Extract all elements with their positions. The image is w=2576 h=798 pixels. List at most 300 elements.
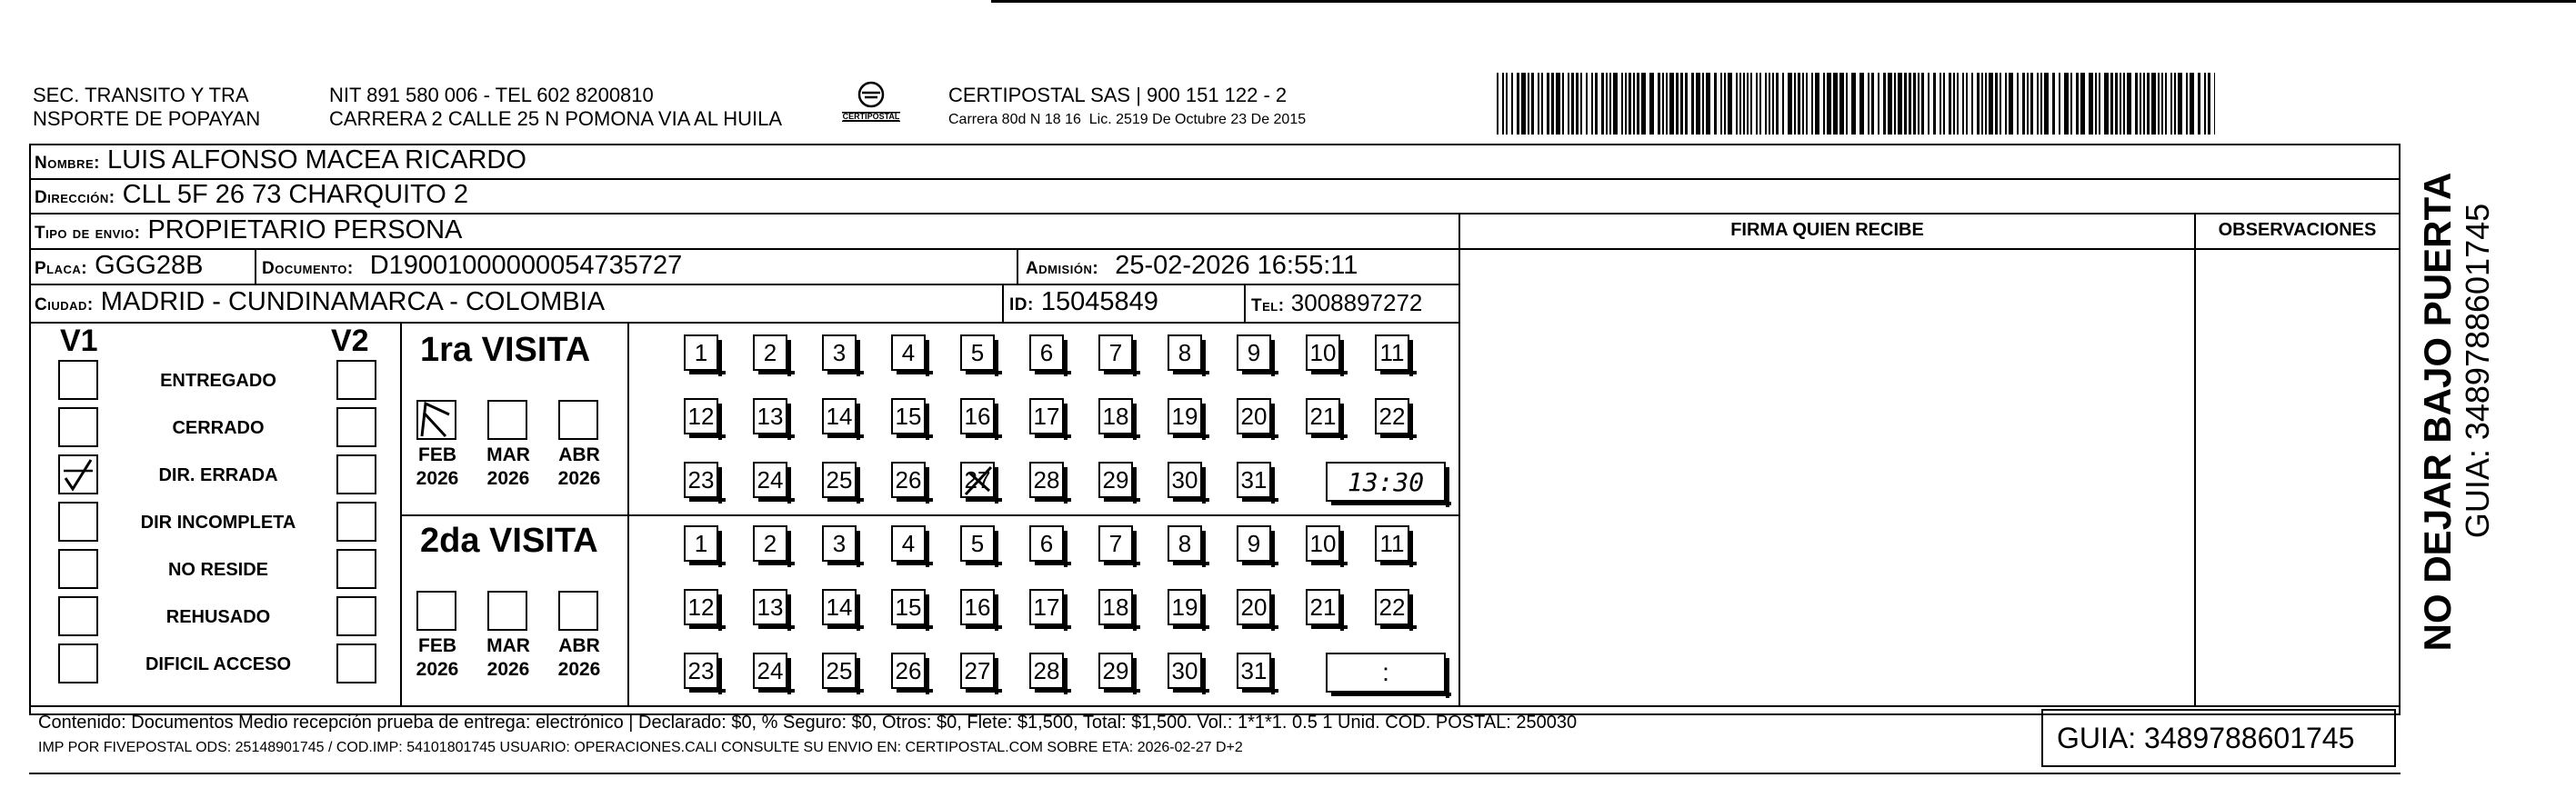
day-number: 6	[1039, 529, 1054, 557]
second-visit-month-checkbox[interactable]	[558, 591, 598, 631]
ciudad-value: MADRID - CUNDINAMARCA - COLOMBIA	[100, 287, 606, 316]
nombre-value: LUIS ALFONSO MACEA RICARDO	[107, 145, 526, 175]
v2-checkbox[interactable]	[336, 454, 376, 494]
barcode-bar	[2104, 73, 2109, 135]
barcode-bar	[1788, 73, 1792, 135]
barcode-bar	[1743, 73, 1745, 135]
second-visit-day-box[interactable]	[822, 589, 857, 625]
first-visit-day-box[interactable]	[960, 398, 995, 434]
second-visit-day-box[interactable]	[1306, 525, 1340, 562]
second-visit-day-box[interactable]	[684, 589, 718, 625]
first-visit-day-box[interactable]	[1098, 398, 1133, 434]
day-number: 17	[1033, 402, 1060, 430]
barcode-bar	[1739, 73, 1741, 135]
side-guia-area	[2455, 144, 2501, 598]
day-number: 9	[1247, 338, 1261, 366]
barcode-bar	[2120, 73, 2121, 135]
tel-field	[1251, 288, 1422, 321]
barcode-bar	[1521, 73, 1526, 135]
barcode-bar	[1591, 73, 1593, 135]
first-visit-day-box[interactable]	[1237, 462, 1271, 498]
second-visit-day-box[interactable]	[960, 589, 995, 625]
v1-checkbox[interactable]	[58, 454, 98, 494]
logo-mark-icon	[835, 78, 907, 131]
barcode-bar	[1658, 73, 1660, 135]
first-visit-month-checkbox[interactable]	[416, 400, 456, 440]
first-visit-day-box[interactable]	[891, 398, 926, 434]
month-year: 2026	[557, 659, 601, 680]
barcode-bar	[1846, 73, 1848, 135]
status-visits-divider	[400, 322, 402, 705]
second-visit-day-box[interactable]	[1168, 589, 1202, 625]
barcode-bar	[1981, 73, 1983, 135]
day-number: 4	[901, 529, 916, 557]
visits-divider	[400, 514, 1458, 516]
barcode-bar	[1776, 73, 1779, 135]
barcode-bar	[2140, 73, 2141, 135]
day-number: 21	[1309, 593, 1337, 621]
first-visit-day-box[interactable]	[684, 334, 718, 371]
day-number: 7	[1108, 338, 1123, 366]
first-visit-day-box[interactable]	[1098, 462, 1133, 498]
barcode-bar	[1898, 73, 1902, 135]
tel-label: Tel:	[1251, 296, 1285, 315]
cell-divider	[255, 248, 256, 284]
barcode-bar	[1676, 73, 1679, 135]
month-name: FEB	[418, 444, 456, 465]
second-visit-day-box[interactable]	[753, 589, 787, 625]
first-visit-day-box[interactable]	[1168, 398, 1202, 434]
month-name: MAR	[486, 635, 530, 656]
v1-checkbox[interactable]	[58, 407, 98, 447]
barcode-bar	[1921, 73, 1924, 135]
day-number: 22	[1378, 402, 1406, 430]
second-visit-day-box[interactable]	[960, 653, 995, 689]
barcode-bar	[1728, 73, 1732, 135]
barcode-bar	[2158, 73, 2160, 135]
certipostal-logo	[835, 78, 907, 131]
nombre-field	[35, 145, 526, 178]
second-visit-day-box[interactable]	[1306, 589, 1340, 625]
first-visit-day-box[interactable]	[1168, 334, 1202, 371]
barcode-bar	[2030, 73, 2033, 135]
barcode-bar	[1551, 73, 1554, 135]
v2-checkbox[interactable]	[336, 360, 376, 400]
first-visit-day-box[interactable]	[684, 398, 718, 434]
firma-header: FIRMA QUIEN RECIBE	[1730, 220, 1924, 240]
day-number: 2	[763, 529, 777, 557]
barcode-bar	[1609, 73, 1611, 135]
second-visit-time-field[interactable]	[1326, 653, 1446, 693]
first-visit-day-box[interactable]	[960, 334, 995, 371]
second-visit-day-box[interactable]	[822, 525, 857, 562]
day-number: 16	[964, 402, 991, 430]
status-reason-label: CERRADO	[172, 418, 265, 438]
second-visit-day-box[interactable]	[891, 525, 926, 562]
barcode-bar	[2064, 73, 2069, 135]
status-reason-label: DIFICIL ACCESO	[145, 654, 291, 674]
first-visit-month-checkbox[interactable]	[487, 400, 527, 440]
barcode-bar	[2135, 73, 2138, 135]
day-number: 14	[826, 402, 853, 430]
barcode-bar	[2076, 73, 2079, 135]
second-visit-day-box[interactable]	[891, 653, 926, 689]
day-number: 6	[1039, 338, 1054, 366]
ciudad-label: Ciudad:	[35, 295, 94, 314]
barcode-bar	[1888, 73, 1892, 135]
direccion-field	[35, 180, 468, 213]
handwritten-mark-icon	[418, 402, 455, 438]
barcode-bar	[1633, 73, 1635, 135]
documento-field	[262, 251, 682, 284]
barcode-bar	[2027, 73, 2029, 135]
second-visit-day-box[interactable]	[1237, 653, 1271, 689]
barcode-bar	[2123, 73, 2125, 135]
barcode-bar	[2052, 73, 2055, 135]
barcode-bar	[2165, 73, 2167, 135]
day-number: 13	[757, 593, 784, 621]
day-number: 13	[757, 402, 784, 430]
day-number: 3	[832, 338, 847, 366]
row-divider	[29, 322, 1458, 324]
day-number: 18	[1102, 402, 1129, 430]
barcode-bar	[2000, 73, 2001, 135]
first-visit-time-field[interactable]	[1326, 462, 1446, 502]
second-visit-day-box[interactable]	[1168, 653, 1202, 689]
barcode-bar	[2127, 73, 2131, 135]
day-number: 28	[1033, 465, 1060, 494]
address-line: CARRERA 2 CALLE 25 N POMONA VIA AL HUILA	[329, 107, 783, 130]
status-reason-label: DIR. ERRADA	[158, 465, 278, 485]
first-visit-day-box[interactable]	[1098, 334, 1133, 371]
first-visit-day-box[interactable]	[1375, 334, 1409, 371]
second-visit-day-box[interactable]	[891, 589, 926, 625]
day-number: 29	[1102, 465, 1129, 494]
month-year: 2026	[416, 468, 459, 489]
barcode-bar	[1641, 73, 1646, 135]
second-visit-day-box[interactable]	[1237, 525, 1271, 562]
day-number: 26	[895, 465, 922, 494]
barcode-bar	[2214, 73, 2215, 135]
first-visit-day-box[interactable]	[1168, 462, 1202, 498]
second-visit-day-box[interactable]	[1029, 653, 1064, 689]
second-visit-day-box[interactable]	[1029, 525, 1064, 562]
v2-checkbox[interactable]	[336, 407, 376, 447]
second-visit-month-label	[547, 634, 611, 682]
barcode-bar	[1696, 73, 1700, 135]
barcode-bar	[2005, 73, 2007, 135]
barcode-bar	[1765, 73, 1767, 135]
barcode-bar	[2178, 73, 2182, 135]
second-visit-day-box[interactable]	[1375, 589, 1409, 625]
barcode-bar	[1576, 73, 1579, 135]
barcode-bar	[1601, 73, 1604, 135]
second-visit-day-box[interactable]	[684, 525, 718, 562]
day-number: 12	[687, 402, 715, 430]
v1-checkbox[interactable]	[58, 502, 98, 542]
barcode-bar	[1815, 73, 1819, 135]
id-field	[1009, 287, 1158, 320]
v1-checkbox[interactable]	[58, 596, 98, 636]
footer-line-2: IMP POR FIVEPOSTAL ODS: 25148901745 / COD.IMP: 54101801745 USUARIO: OPERACIONES.CALI CONSULTE SU ENVIO EN: CERTIPOSTAL.COM SOBRE ETA: 2026-02-27 D+2	[38, 740, 1243, 755]
first-visit-day-box[interactable]	[1029, 334, 1064, 371]
logo-text: CERTIPOSTAL	[842, 112, 900, 121]
second-visit-day-box[interactable]	[960, 525, 995, 562]
day-number: 15	[895, 402, 922, 430]
day-number: 15	[895, 593, 922, 621]
barcode-bar	[2190, 73, 2194, 135]
second-visit-day-box[interactable]	[1098, 525, 1133, 562]
barcode-bar	[1957, 73, 1959, 135]
cell-divider	[1244, 284, 1246, 322]
day-number: 26	[895, 656, 922, 684]
cell-divider	[1017, 248, 1018, 284]
first-visit-day-box[interactable]	[891, 462, 926, 498]
cell-divider	[1002, 284, 1004, 322]
day-number: 5	[970, 529, 985, 557]
second-visit-day-box[interactable]	[1098, 653, 1133, 689]
barcode-bar	[2040, 73, 2042, 135]
barcode-bar	[1966, 73, 1968, 135]
second-visit-day-box[interactable]	[1237, 589, 1271, 625]
day-number: 11	[1379, 529, 1405, 557]
barcode-bar	[1517, 73, 1519, 135]
v1-checkbox[interactable]	[58, 549, 98, 589]
issuer-line-2: NSPORTE DE POPAYAN	[33, 107, 261, 130]
barcode-bar	[2009, 73, 2013, 135]
second-visit-day-box[interactable]	[684, 653, 718, 689]
day-number: 19	[1171, 402, 1198, 430]
day-number: 25	[826, 465, 853, 494]
first-visit-month-label	[406, 444, 469, 491]
barcode-bar	[1985, 73, 1987, 135]
barcode-bar	[1868, 73, 1869, 135]
first-visit-month-checkbox[interactable]	[558, 400, 598, 440]
day-number: 9	[1247, 529, 1261, 557]
barcode-bar	[1977, 73, 1980, 135]
first-visit-day-box[interactable]	[891, 334, 926, 371]
barcode-bar	[1571, 73, 1574, 135]
day-number: 1	[694, 338, 708, 366]
first-visit-day-box[interactable]	[960, 462, 995, 498]
first-visit-month-label	[476, 444, 540, 491]
barcode-bar	[1528, 73, 1529, 135]
first-visit-day-box[interactable]	[822, 398, 857, 434]
barcode-bar	[1747, 73, 1749, 135]
month-year: 2026	[486, 659, 530, 680]
barcode-bar	[1859, 73, 1864, 135]
v2-checkbox[interactable]	[336, 596, 376, 636]
month-year: 2026	[416, 659, 459, 680]
month-days-divider	[627, 322, 629, 705]
second-visit-day-box[interactable]	[1168, 525, 1202, 562]
day-number: 25	[826, 656, 853, 684]
barcode-bar	[1769, 73, 1770, 135]
first-visit-day-box[interactable]	[753, 462, 787, 498]
first-visit-day-box[interactable]	[753, 398, 787, 434]
row-divider	[29, 213, 2401, 214]
handwritten-strike-icon	[962, 464, 995, 498]
day-number: 5	[970, 338, 985, 366]
day-number: 24	[757, 465, 784, 494]
month-year: 2026	[486, 468, 530, 489]
barcode-bar	[1706, 73, 1710, 135]
barcode-bar	[1962, 73, 1964, 135]
first-visit-day-box[interactable]	[1306, 398, 1340, 434]
day-number: 20	[1240, 593, 1268, 621]
barcode-bar	[2161, 73, 2163, 135]
barcode-bar	[1724, 73, 1726, 135]
v2-checkbox[interactable]	[336, 643, 376, 683]
barcode-bar	[1702, 73, 1704, 135]
day-number: 17	[1033, 593, 1060, 621]
first-visit-day-box[interactable]	[684, 462, 718, 498]
barcode-bar	[2115, 73, 2118, 135]
day-number: 7	[1108, 529, 1123, 557]
barcode-bar	[1918, 73, 1919, 135]
barcode-bar	[1971, 73, 1973, 135]
id-label: ID:	[1009, 295, 1034, 314]
first-visit-day-box[interactable]	[1237, 398, 1271, 434]
barcode-bar	[1943, 73, 1945, 135]
footer-line-1: Contenido: Documentos Medio recepción prueba de entrega: electrónico | Declarado: $0, % Seguro: $0, Otros: $0, Flete: $1,500, Total: $1,500. Vol.: 1*1*1. 0.5 1 Unid. COD. POSTAL: 250030	[38, 713, 1578, 733]
first-visit-day-box[interactable]	[822, 462, 857, 498]
day-number: 8	[1178, 529, 1192, 557]
day-number: 27	[964, 465, 991, 494]
nombre-label: Nombre:	[35, 154, 100, 173]
first-visit-day-box[interactable]	[1306, 334, 1340, 371]
second-visit-day-box[interactable]	[1029, 589, 1064, 625]
month-name: MAR	[486, 444, 530, 465]
barcode-bar	[1562, 73, 1564, 135]
barcode-bars	[1497, 73, 2217, 135]
admision-field	[1026, 251, 1358, 284]
day-number: 21	[1309, 402, 1337, 430]
barcode-bar	[1720, 73, 1722, 135]
first-visit-day-box[interactable]	[1029, 398, 1064, 434]
barcode-bar	[1894, 73, 1896, 135]
barcode-bar	[2089, 73, 2093, 135]
barcode-bar	[1637, 73, 1639, 135]
barcode-bar	[1497, 73, 1498, 135]
first-visit-day-box[interactable]	[822, 334, 857, 371]
documento-label: Documento:	[262, 259, 354, 278]
barcode-bar	[2095, 73, 2097, 135]
issuer-line-1: SEC. TRANSITO Y TRA	[33, 84, 249, 106]
admision-value: 25-02-2026 16:55:11	[1115, 251, 1358, 280]
barcode-bar	[1928, 73, 1929, 135]
barcode-bar	[1759, 73, 1761, 135]
day-number: 10	[1309, 529, 1337, 557]
barcode-bar	[1823, 73, 1825, 135]
check-mark-icon	[60, 456, 96, 493]
bottom-border	[29, 773, 2401, 774]
barcode-bar	[1756, 73, 1758, 135]
barcode-bar	[1669, 73, 1674, 135]
barcode-bar	[1811, 73, 1813, 135]
barcode-bar	[1883, 73, 1886, 135]
no-dejar-bajo-puerta: NO DEJAR BAJO PUERTA	[2416, 172, 2459, 652]
barcode	[1497, 73, 2217, 135]
first-visit-day-box[interactable]	[1237, 334, 1271, 371]
guia-box-text: GUIA: 3489788601745	[2057, 722, 2355, 754]
tipo-envio-label: Tipo de envio:	[35, 224, 141, 243]
day-number: 30	[1171, 656, 1198, 684]
direccion-value: CLL 5F 26 73 CHARQUITO 2	[122, 180, 469, 209]
day-number: 23	[687, 656, 715, 684]
second-visit-month-label	[476, 634, 540, 682]
day-number: 10	[1309, 338, 1337, 366]
month-year: 2026	[557, 468, 601, 489]
first-visit-day-box[interactable]	[753, 334, 787, 371]
placa-field	[35, 251, 203, 284]
second-visit-day-box[interactable]	[753, 653, 787, 689]
second-visit-day-box[interactable]	[822, 653, 857, 689]
day-number: 4	[901, 338, 916, 366]
day-number: 29	[1102, 656, 1129, 684]
second-visit-day-box[interactable]	[753, 525, 787, 562]
barcode-bar	[1649, 73, 1654, 135]
barcode-bar	[2099, 73, 2100, 135]
month-name: ABR	[558, 444, 600, 465]
barcode-bar	[1547, 73, 1549, 135]
day-number: 18	[1102, 593, 1129, 621]
documento-value: D19001000000054735727	[369, 251, 683, 280]
v1-checkbox[interactable]	[58, 643, 98, 683]
barcode-bar	[1909, 73, 1911, 135]
side-guia-number: GUIA: 3489788601745	[2459, 203, 2496, 539]
visit-time: 13:30	[1347, 466, 1425, 497]
barcode-bar	[1502, 73, 1504, 135]
placa-value: GGG28B	[95, 251, 204, 280]
barcode-bar	[1714, 73, 1717, 135]
v2-checkbox[interactable]	[336, 549, 376, 589]
barcode-bar	[1989, 73, 1993, 135]
barcode-bar	[2080, 73, 2085, 135]
tipo-envio-value: PROPIETARIO PERSONA	[147, 215, 463, 244]
second-visit-day-box[interactable]	[1375, 525, 1409, 562]
barcode-bar	[2022, 73, 2025, 135]
day-number: 11	[1379, 338, 1405, 366]
barcode-bar	[1913, 73, 1916, 135]
barcode-bar	[2151, 73, 2156, 135]
day-number: 31	[1240, 656, 1268, 684]
status-reason-label: DIR INCOMPLETA	[140, 513, 296, 533]
barcode-bar	[1833, 73, 1838, 135]
company-line: CERTIPOSTAL SAS | 900 151 122 - 2	[948, 84, 1288, 106]
barcode-bar	[1802, 73, 1804, 135]
second-visit-month-checkbox[interactable]	[487, 591, 527, 631]
tipo-envio-field	[35, 215, 462, 248]
barcode-bar	[1827, 73, 1831, 135]
first-visit-title: 1ra VISITA	[420, 331, 591, 369]
day-number: 1	[694, 529, 708, 557]
barcode-bar	[1750, 73, 1752, 135]
day-number: 24	[757, 656, 784, 684]
barcode-bar	[1613, 73, 1618, 135]
v1-checkbox[interactable]	[58, 360, 98, 400]
day-number: 23	[687, 465, 715, 494]
second-visit-month-label	[406, 634, 469, 682]
first-visit-day-box[interactable]	[1375, 398, 1409, 434]
barcode-bar	[1625, 73, 1627, 135]
v2-checkbox[interactable]	[336, 502, 376, 542]
barcode-bar	[2198, 73, 2200, 135]
first-visit-day-box[interactable]	[1029, 462, 1064, 498]
barcode-bar	[1995, 73, 1998, 135]
second-visit-month-checkbox[interactable]	[416, 591, 456, 631]
second-visit-day-box[interactable]	[1098, 589, 1133, 625]
